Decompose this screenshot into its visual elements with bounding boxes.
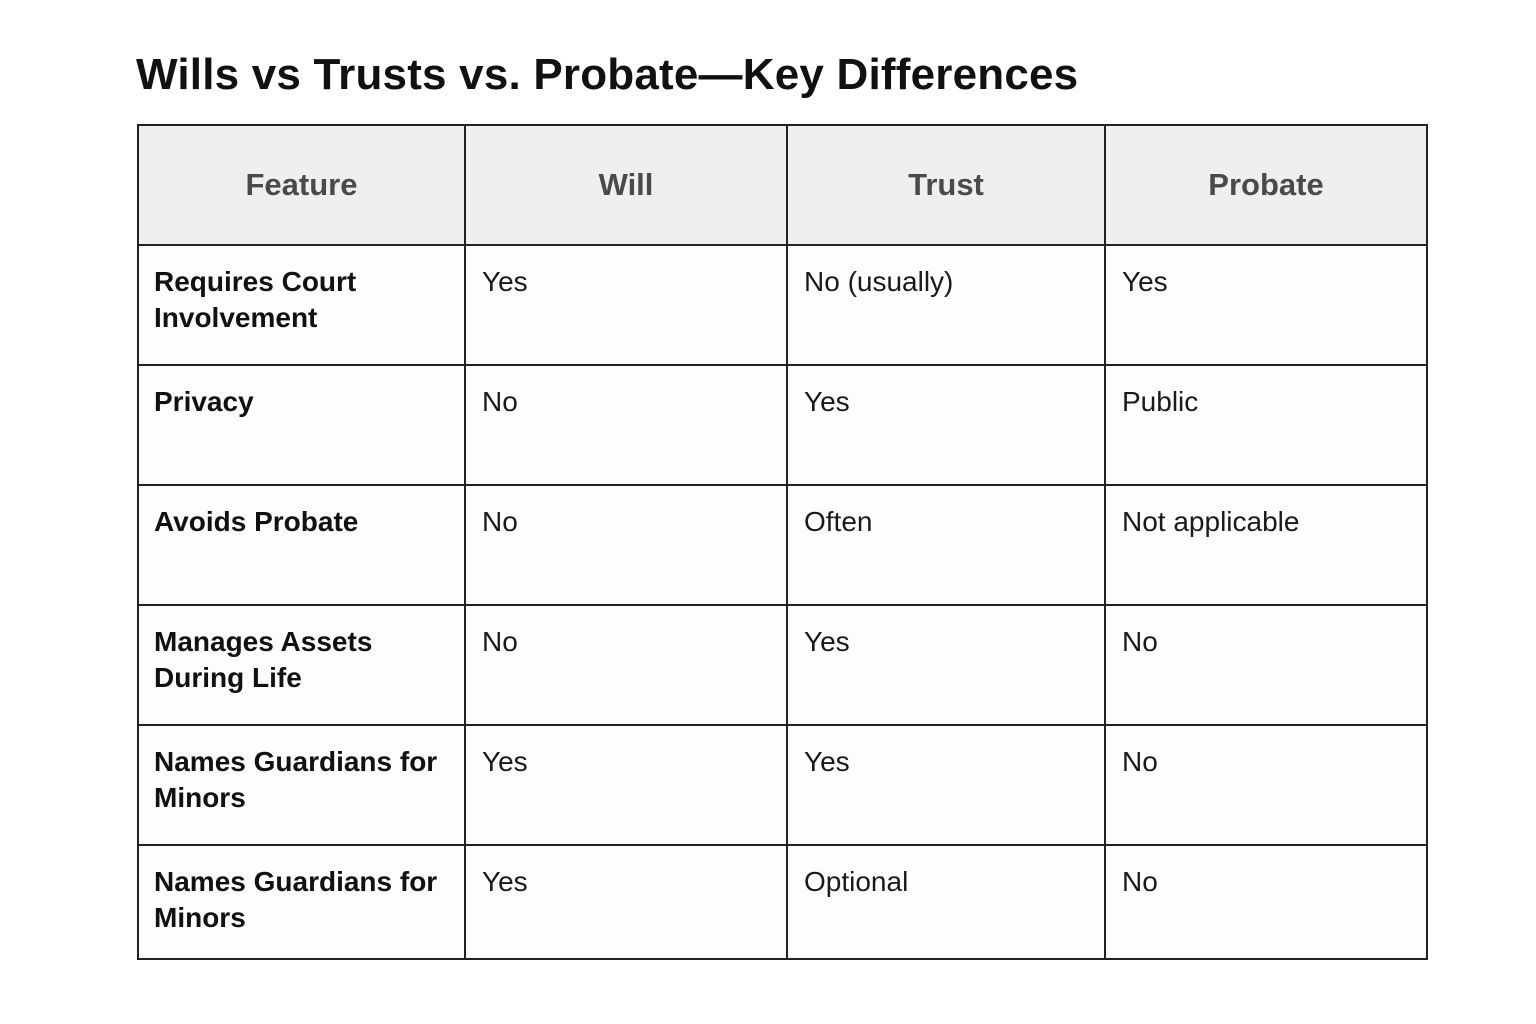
comparison-table xyxy=(137,124,1428,960)
table-row xyxy=(138,485,1427,605)
will-cell: No xyxy=(465,605,787,725)
table-row xyxy=(138,725,1427,845)
feature-cell: Manages Assets During Life xyxy=(138,605,465,725)
feature-cell: Requires Court Involvement xyxy=(138,245,465,365)
probate-cell: Not applicable xyxy=(1105,485,1427,605)
will-cell: Yes xyxy=(465,245,787,365)
probate-cell: No xyxy=(1105,725,1427,845)
probate-cell: No xyxy=(1105,605,1427,725)
trust-cell: Yes xyxy=(787,725,1105,845)
table-row xyxy=(138,605,1427,725)
table-row xyxy=(138,245,1427,365)
will-cell: Yes xyxy=(465,845,787,959)
feature-cell: Privacy xyxy=(138,365,465,485)
feature-cell: Names Guardians for Minors xyxy=(138,845,465,959)
will-cell: No xyxy=(465,485,787,605)
trust-cell: Often xyxy=(787,485,1105,605)
column-header-feature: Feature xyxy=(138,125,465,245)
probate-cell: Yes xyxy=(1105,245,1427,365)
column-header-will: Will xyxy=(465,125,787,245)
column-header-probate: Probate xyxy=(1105,125,1427,245)
table-header-row xyxy=(138,125,1427,245)
feature-cell: Names Guardians for Minors xyxy=(138,725,465,845)
will-cell: No xyxy=(465,365,787,485)
probate-cell: Public xyxy=(1105,365,1427,485)
trust-cell: Yes xyxy=(787,605,1105,725)
feature-cell: Avoids Probate xyxy=(138,485,465,605)
page-title: Wills vs Trusts vs. Probate—Key Differences xyxy=(136,50,1079,99)
will-cell: Yes xyxy=(465,725,787,845)
table-row xyxy=(138,845,1427,959)
trust-cell: Yes xyxy=(787,365,1105,485)
column-header-trust: Trust xyxy=(787,125,1105,245)
probate-cell: No xyxy=(1105,845,1427,959)
table-row xyxy=(138,365,1427,485)
trust-cell: Optional xyxy=(787,845,1105,959)
trust-cell: No (usually) xyxy=(787,245,1105,365)
